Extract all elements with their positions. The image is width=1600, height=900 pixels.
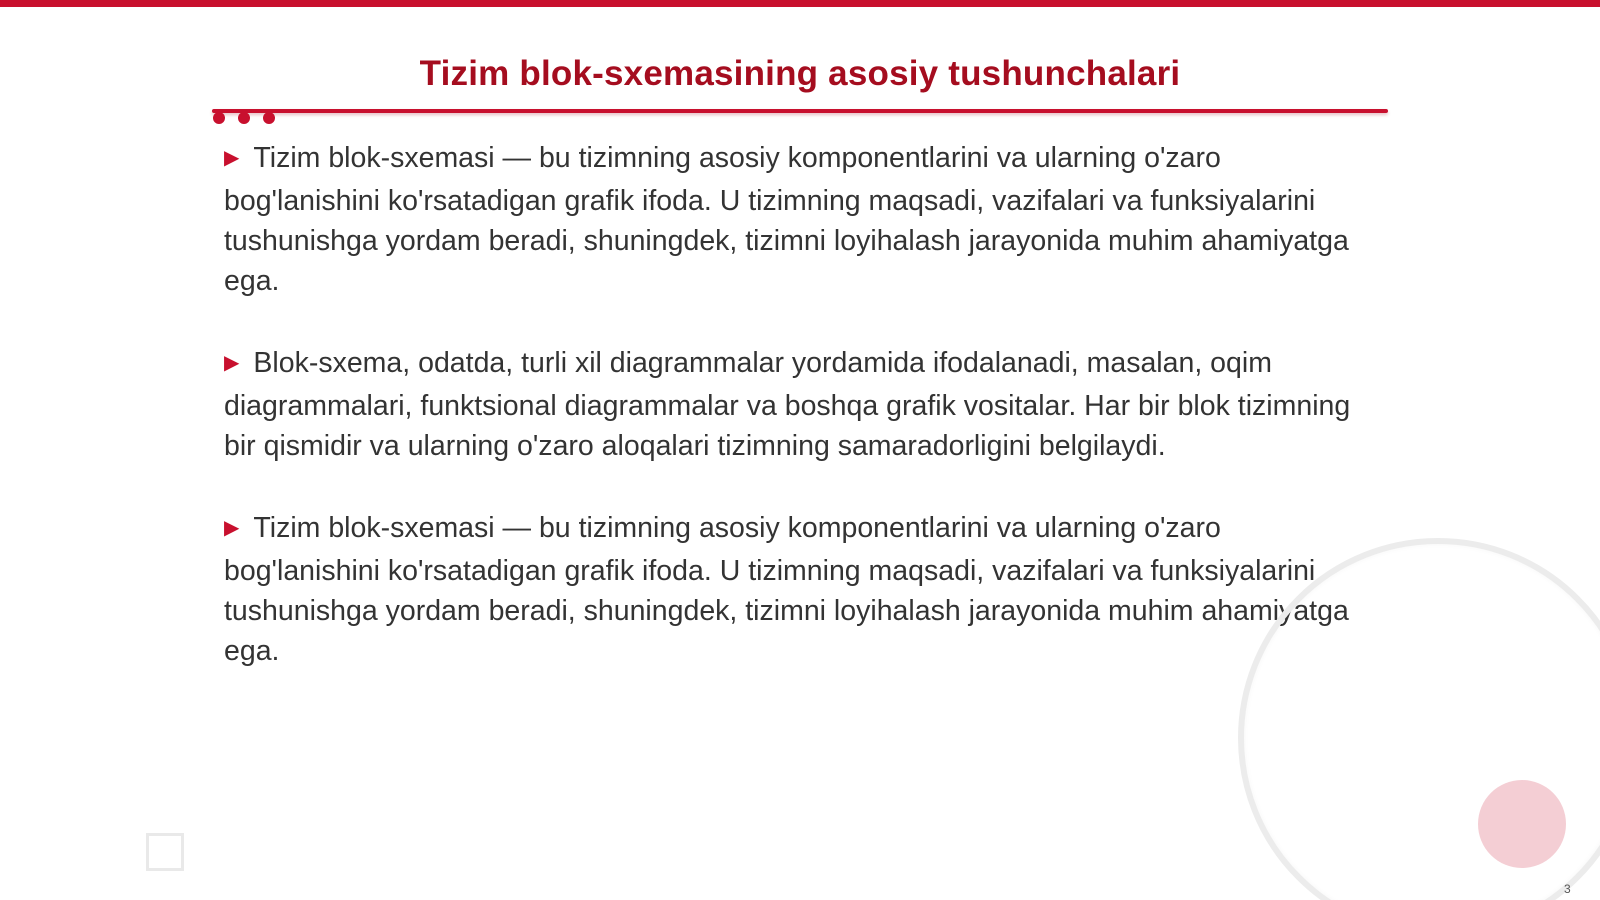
top-accent-bar (0, 0, 1600, 7)
title-underline (212, 109, 1388, 113)
paragraph-text: Tizim blok-sxemasi — bu tizimning asosiy komponentlarini va ularning o'zaro bog'lanishini ko'rsatadigan grafik ifoda. U tizimning maqsadi, vazifalari va funksiyalarini tushunishga yordam beradi, shuningdek, tizimni loyihalash jarayonida muhim ahamiyatga ega. (224, 142, 1349, 297)
underline-dot (213, 112, 225, 124)
decorative-square (146, 833, 184, 871)
bullet-paragraph (224, 508, 1364, 671)
triangle-bullet-icon: ▶ (224, 147, 240, 169)
underline-dot (238, 112, 250, 124)
bullet-paragraph (224, 343, 1364, 466)
slide-body (224, 138, 1364, 713)
triangle-bullet-icon: ▶ (224, 517, 240, 539)
paragraph-text: Tizim blok-sxemasi — bu tizimning asosiy komponentlarini va ularning o'zaro bog'lanishini ko'rsatadigan grafik ifoda. U tizimning maqsadi, vazifalari va funksiyalarini tushunishga yordam beradi, shuningdek, tizimni loyihalash jarayonida muhim ahamiyatga ega. (224, 512, 1349, 667)
page-number: 3 (1564, 882, 1571, 896)
underline-dot (263, 112, 275, 124)
decorative-circle (1478, 780, 1566, 868)
slide-title: Tizim blok-sxemasining asosiy tushunchalari (419, 54, 1181, 93)
bullet-paragraph (224, 138, 1364, 301)
triangle-bullet-icon: ▶ (224, 352, 240, 374)
paragraph-text: Blok-sxema, odatda, turli xil diagrammalar yordamida ifodalanadi, masalan, oqim diagrammalari, funktsional diagrammalar va boshqa grafik vositalar. Har bir blok tizimning bir qismidir va ularning o'zaro aloqalari tizimning samaradorligini belgilaydi. (224, 347, 1351, 462)
